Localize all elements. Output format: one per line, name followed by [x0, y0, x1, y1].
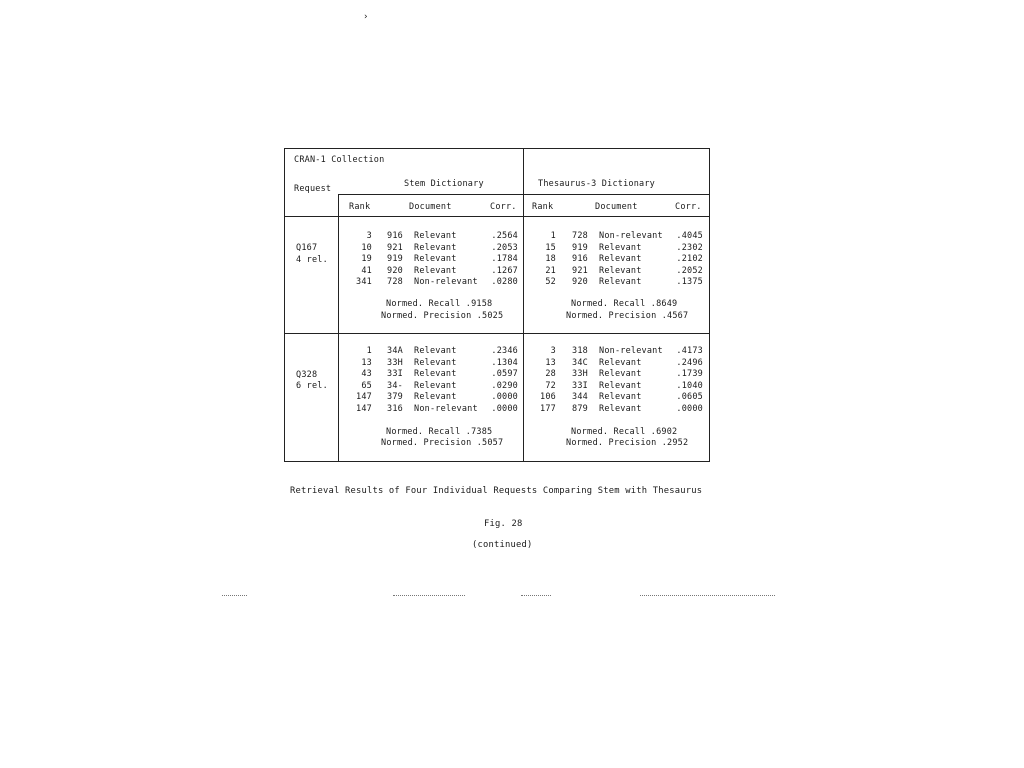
relevance-cell: Relevant — [599, 392, 642, 402]
thes-document-header: Document — [595, 202, 638, 212]
doc-cell: 920 — [572, 277, 588, 287]
table-row — [523, 231, 709, 243]
corr-cell: .1267 — [491, 265, 518, 276]
corr-cell: .2053 — [491, 242, 518, 253]
corr-cell: .0000 — [676, 403, 703, 414]
table-row — [523, 266, 709, 278]
figure-label: Fig. 28 — [484, 519, 523, 529]
stem-normed-precision: Normed. Precision .5057 — [381, 438, 504, 448]
subheader-rule — [284, 216, 710, 217]
thesaurus-dictionary-header: Thesaurus-3 Dictionary — [538, 179, 655, 189]
table-top-border — [284, 148, 710, 149]
table-row — [523, 404, 709, 416]
rank-cell: 41 — [361, 265, 372, 276]
doc-cell: 34- — [387, 380, 403, 391]
corr-cell: .0597 — [491, 369, 518, 379]
rank-cell: 72 — [545, 380, 556, 391]
doc-cell: 921 — [387, 242, 403, 253]
rank-cell: 52 — [545, 277, 556, 287]
doc-cell: 916 — [572, 254, 588, 264]
block-separator-rule — [284, 333, 710, 334]
table-row — [338, 369, 523, 381]
table-bottom-border — [284, 461, 710, 462]
table-row — [338, 254, 523, 266]
rank-cell: 147 — [356, 403, 372, 414]
relevance-cell: Relevant — [599, 380, 642, 391]
corr-cell: .1040 — [676, 380, 703, 391]
rank-cell: 43 — [361, 369, 372, 379]
rank-cell: 341 — [356, 277, 372, 287]
table-row — [523, 346, 709, 358]
rank-cell: 18 — [545, 254, 556, 264]
relevance-cell: Relevant — [599, 357, 642, 368]
table-row — [338, 381, 523, 393]
table-row — [338, 392, 523, 404]
doc-cell: 919 — [572, 242, 588, 253]
corr-cell: .4173 — [676, 346, 703, 356]
continued-note: (continued) — [472, 540, 533, 550]
relevance-cell: Relevant — [599, 277, 642, 287]
thes-rank-header: Rank — [532, 202, 554, 212]
relevance-cell: Non-relevant — [599, 231, 663, 241]
table-row — [523, 254, 709, 266]
thes-normed-recall: Normed. Recall .8649 — [571, 299, 678, 309]
request-relevant-count: 6 rel. — [296, 381, 328, 391]
corr-cell: .2564 — [491, 231, 518, 241]
table-row — [338, 266, 523, 278]
doc-cell: 33H — [387, 357, 403, 368]
rank-cell: 65 — [361, 380, 372, 391]
corr-cell: .1375 — [676, 277, 703, 287]
relevance-cell: Relevant — [414, 242, 457, 253]
rank-cell: 1 — [550, 231, 556, 241]
scan-artifact-line — [640, 595, 775, 596]
stem-document-header: Document — [409, 202, 452, 212]
relevance-cell: Relevant — [414, 380, 457, 391]
relevance-cell: Relevant — [414, 346, 457, 356]
stem-normed-precision: Normed. Precision .5025 — [381, 311, 504, 321]
table-row — [338, 346, 523, 358]
rank-cell: 1 — [366, 346, 372, 356]
corr-cell: .0290 — [491, 380, 518, 391]
corr-cell: .2496 — [676, 357, 703, 368]
rank-cell: 147 — [356, 392, 372, 402]
doc-cell: 379 — [387, 392, 403, 402]
request-header: Request — [294, 184, 332, 194]
corr-cell: .0280 — [491, 277, 518, 287]
stem-normed-recall: Normed. Recall .9158 — [386, 299, 493, 309]
relevance-cell: Relevant — [414, 392, 457, 402]
rank-cell: 15 — [545, 242, 556, 253]
thes-normed-precision: Normed. Precision .4567 — [566, 311, 689, 321]
relevance-cell: Relevant — [599, 265, 642, 276]
table-row — [523, 381, 709, 393]
table-row — [523, 277, 709, 289]
rank-cell: 13 — [545, 357, 556, 368]
rank-cell: 3 — [366, 231, 372, 241]
table-row — [338, 404, 523, 416]
table-row — [523, 243, 709, 255]
request-id: Q167 — [296, 243, 318, 253]
corr-cell: .1304 — [491, 357, 518, 368]
table-right-border — [709, 148, 710, 462]
relevance-cell: Relevant — [599, 403, 642, 414]
table-left-border — [284, 148, 285, 462]
table-row — [338, 231, 523, 243]
request-id: Q328 — [296, 370, 318, 380]
table-row — [523, 369, 709, 381]
doc-cell: 921 — [572, 265, 588, 276]
relevance-cell: Relevant — [599, 254, 642, 264]
stem-dictionary-header: Stem Dictionary — [404, 179, 484, 189]
relevance-cell: Non-relevant — [414, 277, 478, 287]
rank-cell: 10 — [361, 242, 372, 253]
relevance-cell: Relevant — [414, 231, 457, 241]
table-row — [338, 358, 523, 370]
corr-cell: .2052 — [676, 265, 703, 276]
doc-cell: 916 — [387, 231, 403, 241]
header-rule — [338, 194, 710, 195]
request-relevant-count: 4 rel. — [296, 255, 328, 265]
rank-cell: 3 — [550, 346, 556, 356]
corr-cell: .0000 — [491, 392, 518, 402]
doc-cell: 34C — [572, 357, 588, 368]
thes-normed-recall: Normed. Recall .6902 — [571, 427, 678, 437]
rank-cell: 19 — [361, 254, 372, 264]
table-row — [523, 392, 709, 404]
doc-cell: 728 — [387, 277, 403, 287]
doc-cell: 34A — [387, 346, 403, 356]
rank-cell: 28 — [545, 369, 556, 379]
doc-cell: 33I — [387, 369, 403, 379]
relevance-cell: Non-relevant — [599, 346, 663, 356]
corr-cell: .0000 — [491, 403, 518, 414]
table-row — [338, 243, 523, 255]
corr-cell: .1784 — [491, 254, 518, 264]
relevance-cell: Relevant — [414, 369, 457, 379]
relevance-cell: Relevant — [414, 254, 457, 264]
corr-cell: .1739 — [676, 369, 703, 379]
rank-cell: 21 — [545, 265, 556, 276]
stem-corr-header: Corr. — [490, 202, 517, 212]
thes-normed-precision: Normed. Precision .2952 — [566, 438, 689, 448]
thes-corr-header: Corr. — [675, 202, 702, 212]
corr-cell: .0605 — [676, 392, 703, 402]
relevance-cell: Relevant — [414, 357, 457, 368]
stem-normed-recall: Normed. Recall .7385 — [386, 427, 493, 437]
relevance-cell: Non-relevant — [414, 403, 478, 414]
scan-artifact-line — [222, 595, 247, 596]
doc-cell: 919 — [387, 254, 403, 264]
doc-cell: 920 — [387, 265, 403, 276]
scan-artifact-line — [521, 595, 551, 596]
doc-cell: 728 — [572, 231, 588, 241]
rank-cell: 177 — [540, 403, 556, 414]
top-mark: › — [363, 12, 369, 22]
corr-cell: .2102 — [676, 254, 703, 264]
doc-cell: 879 — [572, 403, 588, 414]
rank-cell: 106 — [540, 392, 556, 402]
scan-artifact-line — [393, 595, 465, 596]
doc-cell: 33I — [572, 380, 588, 391]
rank-cell: 13 — [361, 357, 372, 368]
corr-cell: .2302 — [676, 242, 703, 253]
doc-cell: 318 — [572, 346, 588, 356]
relevance-cell: Relevant — [599, 369, 642, 379]
corr-cell: .4045 — [676, 231, 703, 241]
relevance-cell: Relevant — [414, 265, 457, 276]
table-row — [338, 277, 523, 289]
table-row — [523, 358, 709, 370]
corr-cell: .2346 — [491, 346, 518, 356]
doc-cell: 344 — [572, 392, 588, 402]
doc-cell: 316 — [387, 403, 403, 414]
doc-cell: 33H — [572, 369, 588, 379]
collection-title: CRAN-1 Collection — [294, 155, 385, 165]
figure-caption: Retrieval Results of Four Individual Requests Comparing Stem with Thesaurus — [290, 486, 703, 496]
relevance-cell: Relevant — [599, 242, 642, 253]
stem-rank-header: Rank — [349, 202, 371, 212]
